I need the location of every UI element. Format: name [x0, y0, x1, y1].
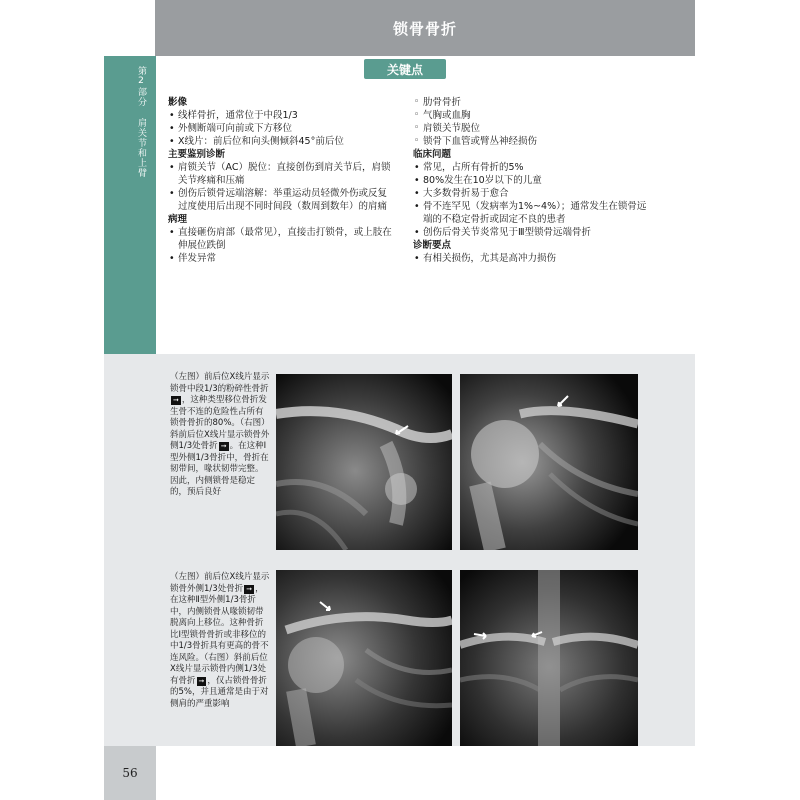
list-item: • 外侧断端可向前或下方移位 — [168, 122, 396, 135]
section-imaging — [168, 96, 396, 148]
page-title: 锁骨骨折 — [392, 19, 457, 38]
section-heading: 主要鉴别诊断 — [168, 149, 226, 160]
section-clinical — [413, 148, 653, 239]
arrow-icon: ➞ — [246, 584, 253, 593]
list-item: • 有相关损伤，尤其是高冲力损伤 — [413, 252, 653, 265]
list-item: ◦ 肩锁关节脱位 — [413, 122, 653, 135]
list-item: • 创伤后骨关节炎常见于Ⅲ型锁骨远端骨折 — [413, 226, 653, 239]
right-column — [413, 96, 653, 265]
side-tab-label: 第2部分 肩关节和上臂 — [136, 66, 146, 178]
list-item: • 80%发生在10岁以下的儿童 — [413, 174, 653, 187]
section-diagnostic — [413, 239, 653, 265]
arrow-icon: ➞ — [220, 442, 227, 450]
section-heading: 病理 — [168, 214, 188, 225]
arrow-icon: ➞ — [173, 396, 179, 404]
section-heading: 临床问题 — [413, 149, 452, 160]
arrow-icon: ➞ — [198, 676, 205, 685]
list-item: • 肩锁关节（AC）脱位：直接创伤到肩关节后，肩锁关节疼痛和压痛 — [168, 161, 396, 187]
list-item: • 骨不连罕见（发病率为1%~4%）；通常发生在锁骨远端的不稳定骨折或固定不良的患者 — [413, 200, 653, 226]
caption-text: ，这种类型移位骨折发生骨不连的危险性占所有锁骨骨折的80%。（右图）斜前后位X线片显示锁骨外侧1/3处骨折 — [170, 395, 270, 451]
caption-text: ，仅占锁骨骨折的5%，并且通常是由于对侧肩的严重影响 — [170, 675, 269, 709]
list-item: ◦ 锁骨下血管或臂丛神经损伤 — [413, 135, 653, 148]
section-pathology — [168, 213, 396, 265]
xray-image-4 — [460, 570, 638, 746]
left-column — [168, 96, 396, 265]
list-item: • 直接砸伤肩部（最常见），直接击打锁骨，或上肢在伸展位跌倒 — [168, 226, 396, 252]
figure-caption-2 — [170, 572, 270, 710]
section-heading: 影像 — [168, 97, 188, 108]
key-points-badge: 关键点 — [364, 59, 446, 79]
caption-text: ，在这种Ⅱ型外侧1/3骨折中，内侧锁骨从喙锁韧带脱离向上移位。这种骨折比Ⅰ型锁骨骨折或非移位的中1/3骨折具有更高的骨不连风险。（右图）斜前后位X线片显示锁骨内侧1/3处有骨折 — [170, 583, 269, 686]
footer-band — [156, 746, 695, 800]
list-item: • 伴发异常 — [168, 252, 396, 265]
section-heading: 诊断要点 — [413, 240, 452, 251]
list-item: ◦ 气胸或血胸 — [413, 109, 653, 122]
section-differential — [168, 148, 396, 213]
caption-text: 。在这种Ⅰ型外侧1/3骨折中，骨折在韧带间，喙状韧带完整。因此，内侧锁骨是稳定的，预后良好 — [170, 441, 269, 497]
figure-caption-1 — [170, 372, 270, 499]
list-item: • 常见，占所有骨折的5% — [413, 161, 653, 174]
list-item: • 创伤后锁骨远端溶解：举重运动员轻微外伤或反复过度使用后出现不同时间段（数周到数年）的肩痛 — [168, 187, 396, 213]
list-item: • 大多数骨折易于愈合 — [413, 187, 653, 200]
list-item: • 线样骨折，通常位于中段1/3 — [168, 109, 396, 122]
xray-image-1 — [276, 374, 452, 550]
caption-text: （左图）前后位X线片显示锁骨外侧1/3处骨折 — [170, 572, 270, 594]
list-item: ◦ 肋骨骨折 — [413, 96, 653, 109]
list-item: • X线片：前后位和向头侧倾斜45°前后位 — [168, 135, 396, 148]
xray-image-2 — [460, 374, 638, 550]
header-bar — [155, 0, 695, 56]
page-number: 56 — [104, 746, 156, 800]
caption-text: （左图）前后位X线片显示锁骨中段1/3的粉碎性骨折 — [170, 372, 270, 394]
xray-image-3 — [276, 570, 452, 746]
